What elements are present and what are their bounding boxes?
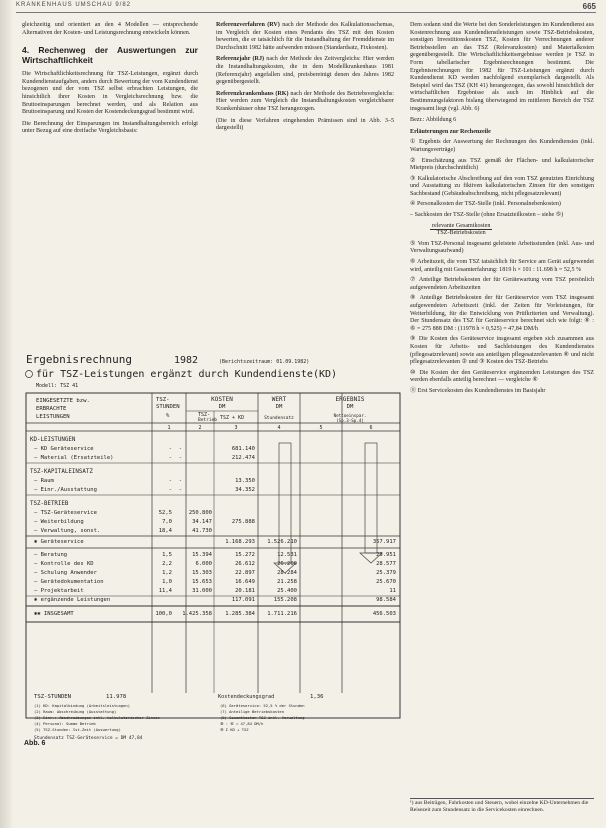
row-ergebnis: 357.917 <box>372 539 396 545</box>
row-stunden: - <box>168 455 172 461</box>
row-kosten-betrieb: 15.653 <box>192 579 212 585</box>
row-kosten-betrieb: 41.730 <box>192 528 212 534</box>
row-stunden: 18,4 <box>158 528 172 534</box>
row-wert: 28.284 <box>277 570 297 576</box>
row-stunden: 100,0 <box>155 611 172 617</box>
row-kosten-betrieb: 1.425.358 <box>182 611 212 617</box>
section-heading: 4. Rechenweg der Auswertungen zur Wirtschaftlichkeit <box>22 45 198 66</box>
paragraph: Die Wirtschaftlichkeitsrechnung für TSZ-Leistungen, ergänzt durch Kundendienstaufgaben, anders durch Bewertung der vom Kundendienst bezogenen und der vom TSZ selbst erbrachten Leistungen, die hinsichtlich ihrer Kosten in Vergleichsrechnung bzw. die Bruttoeinsparungen berechnet werden, und als Relation aus Bruttoeinsparung und Kosten der Kostendeckungsgrad bestimmt wird. <box>22 71 198 116</box>
kap-row-label: – Raum <box>34 478 54 484</box>
kd-row-label: – Material (Ersatzteile) <box>34 455 114 461</box>
header-wert-a: Stundensatz <box>264 416 294 421</box>
figure-date: (Berichtszeitraum: 01.09.1982) <box>219 359 310 365</box>
erg-row-label: – Beratung <box>34 552 68 558</box>
text-column-2 <box>216 22 394 137</box>
list-item: ⑨ Die Kosten des Geräteservice insgesamt ergeben sich zusammen aus Kosten für Arbeits- und Sachleistungen des Kundendienstes (pflegesatzrelevant) sowie aus anteiligen pflegesatzrelevanten ⑧ und nicht pflegesatzrelevanten ② und ③ Kosten des TSZ-Betriebs <box>410 336 594 366</box>
note-right: (8) Gesamtkosten TSZ inkl. Verwaltung <box>220 715 305 720</box>
row-kosten-total: 212.474 <box>231 455 255 461</box>
row-wert: 21.258 <box>277 579 297 585</box>
paragraph: (Die in diese Verfahren eingehenden Prämissen sind in Abb. 3–5 dargestellt) <box>216 117 394 132</box>
row-stunden: 11,4 <box>158 588 172 594</box>
flow-arrow-ergebnis <box>365 443 377 553</box>
note-left: (3) Einr.: Abschreibungen inkl. kalkulatorischer Zinsen <box>34 715 160 720</box>
column-number: 4 <box>277 425 281 431</box>
row-stunden: 1,2 <box>162 570 172 576</box>
paragraph <box>216 91 394 114</box>
header-rule <box>16 12 596 13</box>
header-wert-unit: DM <box>275 404 283 410</box>
binding-spine <box>0 0 12 828</box>
row-kosten-total: 1.285.384 <box>225 611 255 617</box>
paragraph <box>216 22 394 52</box>
text-column-3 <box>410 22 594 399</box>
header-ergebnis-b: (Sp.3-Sp.4) <box>336 418 364 423</box>
list-heading: Erläuterungen zur Rechenzeile <box>410 128 491 135</box>
row-ergebnis: 11 <box>389 588 396 594</box>
kostendeckung-label: Kostendeckungsgrad <box>218 694 275 700</box>
row-kosten-betrieb: 34.147 <box>192 519 212 525</box>
running-header <box>16 2 596 12</box>
note-left: (4) Personal: Summe Betrieb <box>34 721 96 726</box>
stunden-label: TSZ-STUNDEN <box>34 694 72 700</box>
list-item: ① Ergebnis der Auswertung der Rechnungen des Kundendienstes (inkl. Wartungsverträge) <box>410 139 594 153</box>
note-right: ⑨ Σ KD + TSZ <box>220 727 249 732</box>
result-table-svg <box>24 353 402 741</box>
row-kosten-total: 13.350 <box>235 478 255 484</box>
figure-label: Abb. 6 <box>24 740 46 747</box>
header-kosten-a2: Betrieb <box>198 418 217 423</box>
kd-row-label: – KD Geräteservice <box>34 446 94 452</box>
header-wert: WERT <box>271 396 287 403</box>
row-stunden: 52,5 <box>158 510 172 516</box>
total-label: ✱✱ INSGESAMT <box>34 611 74 617</box>
row-ergebnis: 98.584 <box>376 597 396 603</box>
figure-title: Ergebnisrechnung <box>26 353 132 366</box>
erg-row-label: – Gerätedokumentation <box>34 579 104 585</box>
term-text: nach der Methode des Kalkulationsschemas, im Vergleich der Kosten eines Pendants des TSZ mit den Kosten bewerten, die er tatsächlich für die Instandhaltung der Fremddienste im Durchschnitt 1982 hätte aufwenden müssen (Standardsatz, Fixkosten). <box>216 22 394 51</box>
row-kosten-total: 22.897 <box>235 570 255 576</box>
marker-circle <box>26 371 33 378</box>
list-item: ⑥ Arbeitszeit, die vom TSZ tatsächlich für Service am Gerät aufgewendet wird, anteilig mit Gesamterfahrung: 1819 h × 101 : 11.698 h = 52,5 % <box>410 259 594 273</box>
note-left: (2) Raum: Abschreibung (Ausstattung) <box>34 709 117 714</box>
row-kosten-total: 117.091 <box>231 597 255 603</box>
page-number: 665 <box>582 2 596 11</box>
header-leistungen-2: ERBRACHTE <box>36 406 67 412</box>
stunden-value: 11.978 <box>106 694 127 700</box>
paragraph: gleichzeitig und orientiert an den 4 Modellen — entsprechende Alternativen der Kosten- und Leistungsrechnung entwickeln können. <box>22 22 198 36</box>
note-right: (7) Anteilige Betriebskosten <box>220 709 285 714</box>
column-number: 5 <box>319 425 323 431</box>
row-ergebnis: 25.379 <box>376 570 396 576</box>
term-text: nach der Methode des Betriebsvergleichs: Hier werden zum Vergleich die Instandhaltungskosten vergleichbarer Krankenhäuser ohne TSZ herangezogen. <box>216 90 394 112</box>
result-table-figure <box>24 353 402 741</box>
row-ergebnis: 25.670 <box>376 579 396 585</box>
kostendeckung-value: 1,36 <box>310 694 324 700</box>
row-stunden: - <box>168 446 172 452</box>
section-title: TSZ-BETRIEB <box>30 501 69 507</box>
fraction-denominator: TSZ-Betriebskosten <box>436 230 486 237</box>
table-frame <box>26 393 400 718</box>
list-item: ④ Personalkosten der TSZ-Stelle (inkl. Personalnebenkosten) <box>410 201 561 208</box>
list-item: ⑦ Anteilige Betriebskosten der für Gerätewartung vom TSZ persönlich aufgewendeten Arbeitszeiten <box>410 277 594 291</box>
column-number: 3 <box>234 425 238 431</box>
row-kosten-total: 20.181 <box>235 588 255 594</box>
header-ergebnis-unit: DM <box>346 404 354 410</box>
term: Referenzjahr (RJ) <box>216 56 265 63</box>
header-leistungen-3: LEISTUNGEN <box>36 414 70 420</box>
header-kosten: KOSTEN <box>211 396 233 403</box>
figure-model: Modell: TSZ 41 <box>36 383 79 389</box>
row-kosten-total: 681.140 <box>231 446 255 452</box>
row-ergebnis: 456.503 <box>372 611 396 617</box>
note-right: (6) Geräteservice: 52,5 % der Stunden <box>220 703 305 708</box>
running-title: KRANKENHAUS UMSCHAU 9/82 <box>16 2 132 8</box>
fraction <box>410 223 594 238</box>
erg-row-label: – Schulung Anwender <box>34 570 97 576</box>
row-wert: 25.400 <box>277 588 297 594</box>
paragraph: Die Berechnung der Einsparungen im Instandhaltungsbereich erfolgt unter Bezug auf eine dreifache Vergleichsbasis: <box>22 120 198 135</box>
row-kosten-betrieb: 15.303 <box>192 570 212 576</box>
list-item: – Sachkosten der TSZ-Stelle (ohne Ersatzteilkosten – siehe ⑤) <box>410 212 564 219</box>
row-stunden: - <box>168 478 172 484</box>
column-number: 2 <box>198 425 202 431</box>
figure-year: 1982 <box>174 355 199 366</box>
header-stunden-unit: % <box>166 413 170 419</box>
row-kosten-betrieb: 31.000 <box>192 588 212 594</box>
list-item: ③ Kalkulatorische Abschreibung auf den vom TSZ genutzten Einrichtung und Ausstattung zu fiktiven kalkulatorischen Zinsen für den sonstigen Sachbestand (Gebäudeabschreibung, nicht pflegesatzrelevant) <box>410 175 594 197</box>
paragraph <box>216 56 394 86</box>
term: Referenzkrankenhaus (RK) <box>216 90 289 97</box>
list-item: ⑤ Vom TSZ-Personal insgesamt geleistete Arbeitsstunden (inkl. Aus- und Verwaltungsaufwand) <box>410 240 594 255</box>
term-text: nach der Methode des Zeitvergleichs: Hier werden die Instandhaltungskosten, die in dem Modellkrankenhaus 1981 (Referenzjahr) angefallen sind, preisbereinigt denen des Jahres 1982 gegenübergestellt. <box>216 56 394 86</box>
figure-reference: Bezr.: Abbildung 6 <box>410 117 457 124</box>
row-percent: - <box>178 478 182 484</box>
header-ergebnis: ERGEBNIS <box>335 396 365 403</box>
fraction-numerator: relevante Gesamtkosten <box>432 222 491 229</box>
list-item: ⑩ Die Kosten der den Geräteservice ergänzenden Leistungen des TSZ werden ebenfalls anteilig berechnet — vergleiche ⑥ <box>410 369 594 384</box>
section-title: TSZ-KAPITALEINSATZ <box>30 469 93 475</box>
row-kosten-total: 275.888 <box>231 519 255 525</box>
header-leistungen: EINGESETZTE bzw. <box>36 398 90 404</box>
header-kosten-a: TSZ- <box>198 412 211 418</box>
footline: Stundensatz TSZ-Geräteservice = DM 47,84 <box>34 736 143 741</box>
flow-arrow-wert <box>279 443 291 563</box>
note-right: ⑧ : ⑥ = 47,84 DM/h <box>220 721 264 726</box>
row-ergebnis: 28.577 <box>376 561 396 567</box>
betr-row-label: – Verwaltung, sonst. <box>34 528 101 534</box>
column-number: 6 <box>369 425 373 431</box>
row-stunden: 7,0 <box>162 519 172 525</box>
row-kosten-total: 15.272 <box>235 552 255 558</box>
header-kosten-b: TSZ + KD <box>220 415 245 421</box>
row-wert: 1.526.210 <box>267 539 297 545</box>
betr-row-label: – TSZ-Geräteservice <box>34 510 97 516</box>
row-wert: 26.200 <box>277 561 297 567</box>
row-kosten-total: 26.612 <box>235 561 255 567</box>
term: Referenzverfahren (RV) <box>216 22 280 28</box>
list-item: ⑧ Anteilige Betriebskosten der für Geräteservice vom TSZ insgesamt aufgewendeten Arbeitszeit (inkl. der Zeiten für Vorleistungen, für Weiterbildung, für die Entwicklung von Prüfkriterien und Verwaltung). Der Stundensatz des TSZ für Geräteservice berechnet sich wie folgt: ⑧ : ⑥ = 275 888 DM : (11978 h × 0,525) = 47,84 DM/h <box>410 295 594 332</box>
text-column-1 <box>22 22 198 140</box>
header-ergebnis-a: Nettoeinspar. <box>333 413 367 418</box>
row-percent: - <box>178 487 182 493</box>
row-ergebnis: 29.951 <box>376 552 396 558</box>
column-number: 1 <box>167 425 171 431</box>
erg-row-label: – Kontrolle des KD <box>34 561 94 567</box>
row-stunden: - <box>168 487 172 493</box>
note-left: (5) TSZ-Stunden: Ist-Zeit (Auswertung) <box>34 727 121 732</box>
row-stunden: 2,2 <box>162 561 172 567</box>
header-stunden: TSZ- <box>156 397 170 403</box>
row-percent: - <box>178 446 182 452</box>
header-kosten-unit: DM <box>218 404 226 410</box>
erg-row-label: – Projektarbeit <box>34 588 84 594</box>
row-percent: - <box>178 455 182 461</box>
row-kosten-betrieb: 250.800 <box>188 510 212 516</box>
list-item: ② Einschätzung aus TSZ gemäß der Flächen- und kalkulatorischer Mietpreis (durchschnittlich) <box>410 157 594 172</box>
row-wert: 1.711.216 <box>267 611 297 617</box>
footnote: ¹) aus Beiträgen, Fuhrkosten und Steuern, wobei einzelne KD-Unternehmen die Reisezeit zum Stundensatz in die Servicekosten einrechnen. <box>410 798 594 814</box>
note-left: (1) KD: Kapitalbindung (Arbeitsleistungen) <box>34 703 131 708</box>
row-kosten-total: 16.649 <box>235 579 255 585</box>
row-stunden: 1,0 <box>162 579 172 585</box>
explanation-list <box>410 139 594 395</box>
subtotal-label: ✱ ergänzende Leistungen <box>34 597 111 603</box>
row-stunden: 1,5 <box>162 552 172 558</box>
paragraph: Dem sodann sind die Werte bei den Sonderleistungen im Kundendienst aus Kostenrechnung aus Kundendienstleistungen sowie TSZ-Betriebskosten, sonstigen Investitionskosten TSZ, Kosten für Verrechnungen anderer Betriebsstellen an das TSZ (Relevanzkosten) und Materialkosten gegenübergestellt. Die Wirtschaftlichkeitsergebnisse werden je TSZ in Form tabellarischer Ergebnisrechnungen bestimmt. Die Ergebnisrechnungen für 1982 für TSZ-Leistungen ergänzt durch Kundendienst KD werden nachfolgend exemplarisch dargestellt. Als Beispiel wird das TSZ (KH 41) herangezogen, das sowohl hinsichtlich der wirtschaftlichen Ergebnisse als auch im Hinblick auf die Bestimmungsfaktoren bislang überwiegend im mittleren Bereich der TSZ insgesamt liegt (vgl. Abb. 6) <box>410 22 594 112</box>
row-kosten-betrieb: 6.000 <box>195 561 212 567</box>
betr-row-label: – Weiterbildung <box>34 519 84 525</box>
section-title: KD-LEISTUNGEN <box>30 437 76 443</box>
row-kosten-betrieb: 15.394 <box>192 552 212 558</box>
subtotal-label: ✱ Geräteservice <box>34 539 84 545</box>
row-kosten-total: 1.168.293 <box>225 539 255 545</box>
row-wert: 155.208 <box>273 597 297 603</box>
kap-row-label: – Einr./Ausstattung <box>34 487 97 493</box>
row-wert: 12.531 <box>277 552 297 558</box>
header-stunden-2: STUNDEN <box>156 404 180 410</box>
list-item: ⑪ Erst Servicekosten des Kundendienstes im Basisjahr <box>410 387 546 394</box>
figure-subtitle: für TSZ-Leistungen ergänzt durch Kundendienste(KD) <box>36 369 338 380</box>
row-kosten-total: 34.352 <box>235 487 255 493</box>
